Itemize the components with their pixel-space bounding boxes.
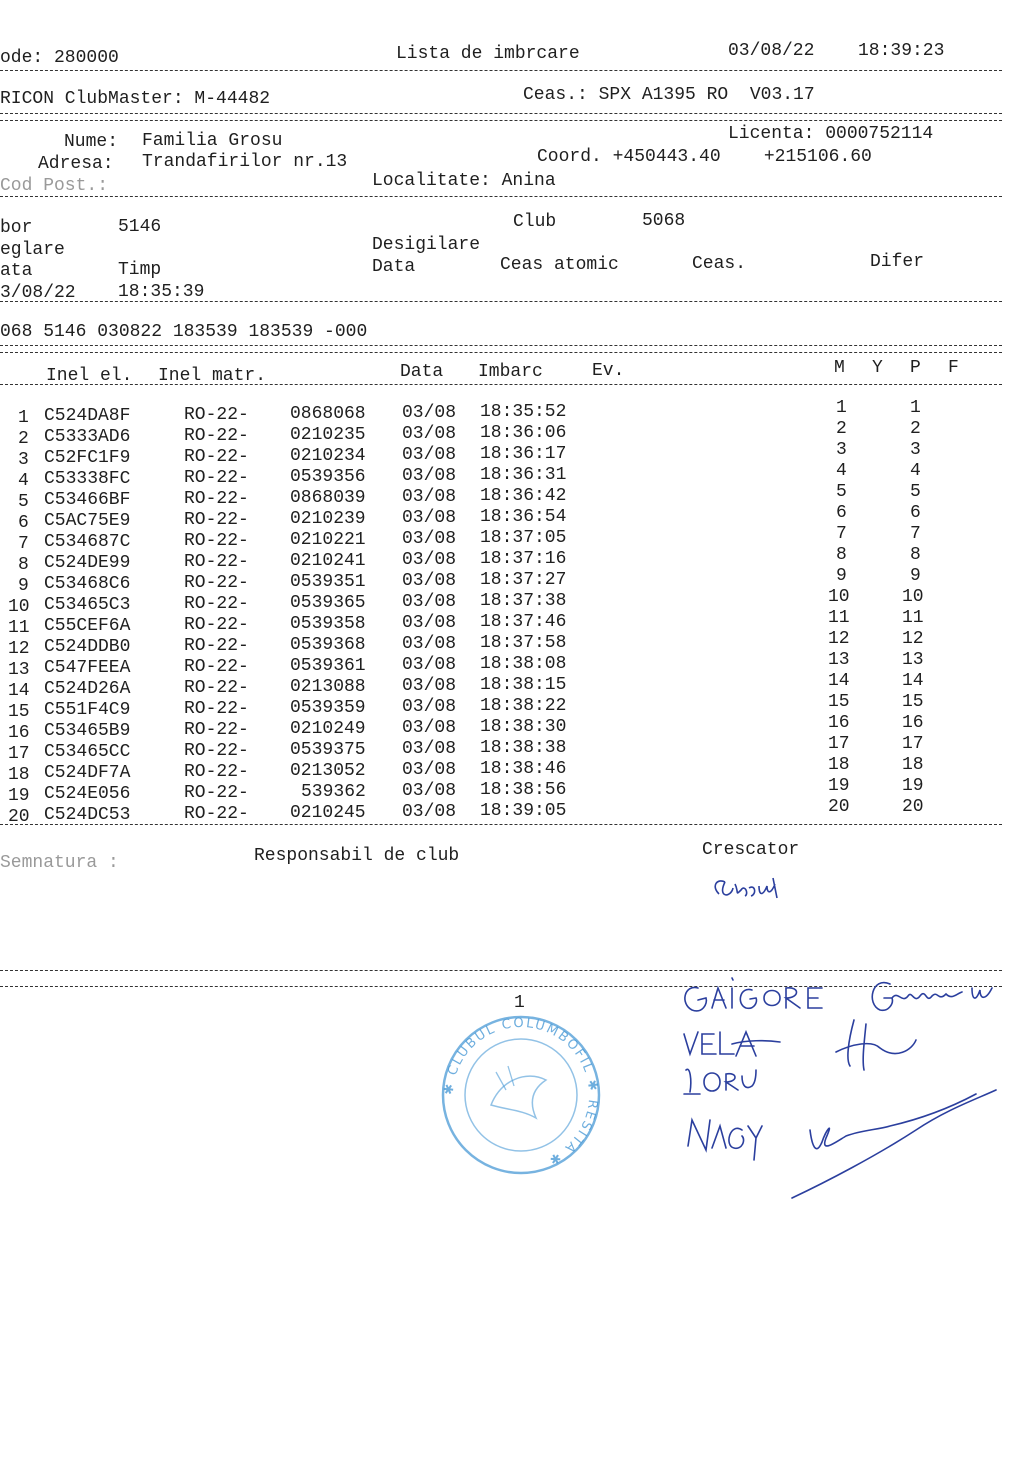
boarding-date: 03/08 bbox=[402, 529, 457, 549]
electronic-ring: C524DA8F bbox=[44, 406, 131, 426]
row-number: 6 bbox=[18, 513, 29, 533]
boarding-time: 18:37:46 bbox=[480, 612, 567, 632]
rank-m: 7 bbox=[836, 524, 847, 544]
rank-p: 13 bbox=[902, 650, 924, 670]
ring-prefix: RO-22- bbox=[184, 531, 249, 551]
row-number: 11 bbox=[8, 618, 30, 638]
committee-signatures bbox=[676, 970, 1016, 1210]
boarding-time: 18:36:54 bbox=[480, 507, 567, 527]
ring-prefix: RO-22- bbox=[184, 615, 249, 635]
electronic-ring: C53465CC bbox=[44, 742, 131, 762]
rank-m: 18 bbox=[828, 755, 850, 775]
rank-p: 15 bbox=[902, 692, 924, 712]
ring-number: 0539368 bbox=[290, 635, 366, 655]
boarding-time: 18:37:58 bbox=[480, 633, 567, 653]
ring-prefix: RO-22- bbox=[184, 510, 249, 530]
boarding-date: 03/08 bbox=[402, 760, 457, 780]
electronic-ring: C5333AD6 bbox=[44, 427, 131, 447]
difference-label: Difer bbox=[870, 252, 925, 272]
row-number: 3 bbox=[18, 450, 29, 470]
ring-prefix: RO-22- bbox=[184, 657, 249, 677]
electronic-ring: C53466BF bbox=[44, 490, 131, 510]
row-number: 12 bbox=[8, 639, 30, 659]
boarding-date: 03/08 bbox=[402, 739, 457, 759]
boarding-time: 18:38:56 bbox=[480, 780, 567, 800]
rank-p: 11 bbox=[902, 608, 924, 628]
row-number: 17 bbox=[8, 744, 30, 764]
row-number: 14 bbox=[8, 681, 30, 701]
data-label-right: Data bbox=[372, 257, 416, 277]
ring-number: 0210249 bbox=[290, 719, 366, 739]
boarding-date: 03/08 bbox=[402, 592, 457, 612]
ring-prefix: RO-22- bbox=[184, 489, 249, 509]
ring-prefix: RO-22- bbox=[184, 678, 249, 698]
row-number: 20 bbox=[8, 807, 30, 827]
divider bbox=[0, 196, 1002, 197]
rank-p: 17 bbox=[902, 734, 924, 754]
rank-m: 19 bbox=[828, 776, 850, 796]
boarding-date: 03/08 bbox=[402, 697, 457, 717]
reglare-label: eglare bbox=[0, 240, 65, 260]
rank-m: 8 bbox=[836, 545, 847, 565]
boarding-time: 18:38:46 bbox=[480, 759, 567, 779]
rank-p: 3 bbox=[910, 440, 921, 460]
electronic-ring: C53465C3 bbox=[44, 595, 131, 615]
divider bbox=[0, 120, 1002, 121]
ring-prefix: RO-22- bbox=[184, 783, 249, 803]
divider bbox=[0, 113, 1002, 114]
rank-m: 20 bbox=[828, 797, 850, 817]
boarding-time: 18:38:08 bbox=[480, 654, 567, 674]
rank-p: 12 bbox=[902, 629, 924, 649]
ring-number: 0868068 bbox=[290, 404, 366, 424]
col-header-p: P bbox=[910, 358, 921, 378]
ring-prefix: RO-22- bbox=[184, 573, 249, 593]
rank-p: 19 bbox=[902, 776, 924, 796]
boarding-date: 03/08 bbox=[402, 424, 457, 444]
boarding-date: 03/08 bbox=[402, 571, 457, 591]
row-number: 7 bbox=[18, 534, 29, 554]
ring-number: 0868039 bbox=[290, 488, 366, 508]
ring-number: 0210245 bbox=[290, 803, 366, 823]
boarding-time: 18:38:22 bbox=[480, 696, 567, 716]
club-label: Club bbox=[513, 212, 557, 232]
svg-text:✱ CLUBUL COLUMBOFIL ✱ RESITA ✱: ✱ CLUBUL COLUMBOFIL ✱ RESITA ✱ bbox=[441, 1015, 601, 1169]
ring-number: 539362 bbox=[301, 782, 366, 802]
boarding-time: 18:36:17 bbox=[480, 444, 567, 464]
electronic-ring: C55CEF6A bbox=[44, 616, 131, 636]
col-header-boarding: Imbarc bbox=[478, 362, 543, 382]
atomic-clock-label: Ceas atomic bbox=[500, 255, 619, 275]
boarding-time: 18:35:52 bbox=[480, 402, 567, 422]
boarding-date: 03/08 bbox=[402, 781, 457, 801]
col-header-f: F bbox=[948, 358, 959, 378]
row-number: 19 bbox=[8, 786, 30, 806]
ring-number: 0210239 bbox=[290, 509, 366, 529]
boarding-date: 03/08 bbox=[402, 676, 457, 696]
rank-p: 7 bbox=[910, 524, 921, 544]
rank-m: 12 bbox=[828, 629, 850, 649]
divider bbox=[0, 352, 1002, 353]
boarding-time: 18:36:31 bbox=[480, 465, 567, 485]
rank-p: 14 bbox=[902, 671, 924, 691]
ring-number: 0539375 bbox=[290, 740, 366, 760]
timp-label: Timp bbox=[118, 260, 162, 280]
boarding-time: 18:36:42 bbox=[480, 486, 567, 506]
club-master-id: RICON ClubMaster: M-44482 bbox=[0, 89, 271, 109]
setting-date: 3/08/22 bbox=[0, 283, 76, 303]
ring-number: 0210241 bbox=[290, 551, 366, 571]
rank-p: 1 bbox=[910, 398, 921, 418]
clock-label: Ceas. bbox=[692, 254, 747, 274]
divider bbox=[0, 70, 1002, 71]
rank-m: 11 bbox=[828, 608, 850, 628]
row-number: 8 bbox=[18, 555, 29, 575]
row-number: 2 bbox=[18, 429, 29, 449]
electronic-ring: C551F4C9 bbox=[44, 700, 131, 720]
ring-prefix: RO-22- bbox=[184, 762, 249, 782]
ring-prefix: RO-22- bbox=[184, 552, 249, 572]
rank-m: 2 bbox=[836, 419, 847, 439]
locality: Localitate: Anina bbox=[372, 171, 556, 191]
boarding-time: 18:37:16 bbox=[480, 549, 567, 569]
ring-number: 0539358 bbox=[290, 614, 366, 634]
ring-prefix: RO-22- bbox=[184, 720, 249, 740]
row-number: 15 bbox=[8, 702, 30, 722]
ring-number: 0210221 bbox=[290, 530, 366, 550]
boarding-date: 03/08 bbox=[402, 718, 457, 738]
electronic-ring: C524DF7A bbox=[44, 763, 131, 783]
rank-m: 9 bbox=[836, 566, 847, 586]
ring-number: 0210235 bbox=[290, 425, 366, 445]
postal-code-label: Cod Post.: bbox=[0, 176, 109, 196]
code-label: ode: 280000 bbox=[0, 48, 119, 68]
divider bbox=[0, 384, 1002, 385]
breeder-signature bbox=[705, 868, 795, 908]
session-code-line: 068 5146 030822 183539 183539 -000 bbox=[0, 322, 368, 342]
boarding-date: 03/08 bbox=[402, 802, 457, 822]
ring-number: 0539361 bbox=[290, 656, 366, 676]
owner-address-label: Adresa: bbox=[38, 154, 114, 174]
row-number: 16 bbox=[8, 723, 30, 743]
boarding-date: 03/08 bbox=[402, 487, 457, 507]
row-number: 18 bbox=[8, 765, 30, 785]
clock-id: Ceas.: SPX A1395 RO V03.17 bbox=[523, 85, 815, 105]
bor-value: 5146 bbox=[118, 217, 162, 237]
page-number: 1 bbox=[514, 993, 525, 1013]
ring-number: 0213088 bbox=[290, 677, 366, 697]
club-stamp bbox=[436, 1010, 606, 1180]
boarding-time: 18:38:38 bbox=[480, 738, 567, 758]
rank-p: 4 bbox=[910, 461, 921, 481]
print-date: 03/08/22 bbox=[728, 41, 815, 61]
boarding-time: 18:38:15 bbox=[480, 675, 567, 695]
col-header-y: Y bbox=[872, 358, 883, 378]
ring-number: 0539359 bbox=[290, 698, 366, 718]
boarding-time: 18:37:38 bbox=[480, 591, 567, 611]
boarding-date: 03/08 bbox=[402, 634, 457, 654]
owner-address: Trandafirilor nr.13 bbox=[142, 152, 348, 172]
owner-name: Familia Grosu bbox=[142, 131, 283, 151]
rank-m: 4 bbox=[836, 461, 847, 481]
electronic-ring: C524DDB0 bbox=[44, 637, 131, 657]
boarding-time: 18:37:27 bbox=[480, 570, 567, 590]
electronic-ring: C53468C6 bbox=[44, 574, 131, 594]
boarding-date: 03/08 bbox=[402, 613, 457, 633]
row-number: 9 bbox=[18, 576, 29, 596]
electronic-ring: C5AC75E9 bbox=[44, 511, 131, 531]
electronic-ring: C53338FC bbox=[44, 469, 131, 489]
rank-p: 6 bbox=[910, 503, 921, 523]
boarding-time: 18:36:06 bbox=[480, 423, 567, 443]
data-label-left: ata bbox=[0, 261, 33, 281]
setting-time: 18:35:39 bbox=[118, 282, 205, 302]
ring-prefix: RO-22- bbox=[184, 426, 249, 446]
row-number: 13 bbox=[8, 660, 30, 680]
club-value: 5068 bbox=[642, 211, 686, 231]
ring-prefix: RO-22- bbox=[184, 699, 249, 719]
breeder-label: Crescator bbox=[702, 840, 800, 860]
row-number: 4 bbox=[18, 471, 29, 491]
electronic-ring: C524D26A bbox=[44, 679, 131, 699]
col-header-m: M bbox=[834, 358, 845, 378]
rank-p: 10 bbox=[902, 587, 924, 607]
owner-name-label: Nume: bbox=[64, 132, 119, 152]
ring-prefix: RO-22- bbox=[184, 405, 249, 425]
boarding-date: 03/08 bbox=[402, 655, 457, 675]
document-title: Lista de imbrcare bbox=[396, 44, 580, 64]
ring-number: 0539365 bbox=[290, 593, 366, 613]
bor-label: bor bbox=[0, 218, 33, 238]
ring-number: 0539351 bbox=[290, 572, 366, 592]
rank-m: 17 bbox=[828, 734, 850, 754]
rank-p: 2 bbox=[910, 419, 921, 439]
electronic-ring: C534687C bbox=[44, 532, 131, 552]
row-number: 5 bbox=[18, 492, 29, 512]
divider bbox=[0, 301, 1002, 302]
boarding-date: 03/08 bbox=[402, 466, 457, 486]
desigilare-label: Desigilare bbox=[372, 235, 481, 255]
ring-prefix: RO-22- bbox=[184, 594, 249, 614]
electronic-ring: C524DE99 bbox=[44, 553, 131, 573]
rank-m: 3 bbox=[836, 440, 847, 460]
col-header-electronic-ring: Inel el. bbox=[46, 366, 133, 386]
boarding-time: 18:37:05 bbox=[480, 528, 567, 548]
rank-p: 5 bbox=[910, 482, 921, 502]
boarding-date: 03/08 bbox=[402, 508, 457, 528]
ring-prefix: RO-22- bbox=[184, 468, 249, 488]
ring-number: 0210234 bbox=[290, 446, 366, 466]
rank-p: 20 bbox=[902, 797, 924, 817]
ring-prefix: RO-22- bbox=[184, 804, 249, 824]
electronic-ring: C524E056 bbox=[44, 784, 131, 804]
club-responsible-label: Responsabil de club bbox=[254, 846, 460, 866]
coordinates: Coord. +450443.40 +215106.60 bbox=[537, 147, 872, 167]
col-header-ring-number: Inel matr. bbox=[158, 366, 267, 386]
rank-m: 6 bbox=[836, 503, 847, 523]
row-number: 10 bbox=[8, 597, 30, 617]
col-header-date: Data bbox=[400, 362, 444, 382]
row-number: 1 bbox=[18, 408, 29, 428]
divider bbox=[0, 345, 1002, 346]
rank-m: 1 bbox=[836, 398, 847, 418]
ring-prefix: RO-22- bbox=[184, 447, 249, 467]
rank-p: 18 bbox=[902, 755, 924, 775]
boarding-time: 18:38:30 bbox=[480, 717, 567, 737]
license-number: Licenta: 0000752114 bbox=[728, 124, 934, 144]
electronic-ring: C52FC1F9 bbox=[44, 448, 131, 468]
ring-number: 0213052 bbox=[290, 761, 366, 781]
rank-m: 16 bbox=[828, 713, 850, 733]
boarding-date: 03/08 bbox=[402, 445, 457, 465]
col-header-event: Ev. bbox=[592, 361, 625, 381]
ring-prefix: RO-22- bbox=[184, 741, 249, 761]
rank-m: 15 bbox=[828, 692, 850, 712]
boarding-time: 18:39:05 bbox=[480, 801, 567, 821]
rank-m: 14 bbox=[828, 671, 850, 691]
boarding-date: 03/08 bbox=[402, 550, 457, 570]
ring-prefix: RO-22- bbox=[184, 636, 249, 656]
divider bbox=[0, 824, 1002, 825]
rank-p: 8 bbox=[910, 545, 921, 565]
rank-m: 13 bbox=[828, 650, 850, 670]
ring-number: 0539356 bbox=[290, 467, 366, 487]
rank-p: 9 bbox=[910, 566, 921, 586]
rank-m: 10 bbox=[828, 587, 850, 607]
electronic-ring: C524DC53 bbox=[44, 805, 131, 825]
electronic-ring: C547FEEA bbox=[44, 658, 131, 678]
rank-p: 16 bbox=[902, 713, 924, 733]
print-time: 18:39:23 bbox=[858, 41, 945, 61]
electronic-ring: C53465B9 bbox=[44, 721, 131, 741]
rank-m: 5 bbox=[836, 482, 847, 502]
signature-label: Semnatura : bbox=[0, 853, 119, 873]
boarding-date: 03/08 bbox=[402, 403, 457, 423]
